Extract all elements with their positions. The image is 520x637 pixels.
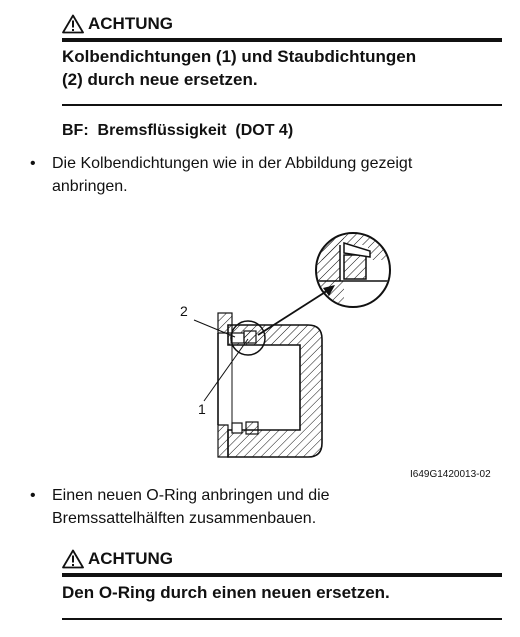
warning-text-1-line2: (2) durch neue ersetzen. bbox=[62, 70, 258, 89]
step2-line2: Bremssattelhälften zusammenbauen. bbox=[52, 510, 317, 527]
detail-magnified-circle bbox=[316, 233, 396, 313]
warning-text-2: Den O-Ring durch einen neuen ersetzen. bbox=[62, 583, 390, 602]
warning-header-1 bbox=[62, 14, 173, 34]
step2-line1: Einen neuen O-Ring anbringen und die bbox=[52, 487, 330, 504]
caliper-seal-figure bbox=[170, 225, 420, 465]
warning-rule-bottom-2 bbox=[62, 618, 502, 620]
warning-triangle-icon bbox=[62, 549, 84, 569]
warning-title-1: ACHTUNG bbox=[88, 14, 173, 33]
brake-fluid-note: BF: Bremsflüssigkeit (DOT 4) bbox=[62, 122, 294, 139]
warning-rule-bottom-1 bbox=[62, 104, 502, 106]
step1-line2: anbringen. bbox=[52, 178, 128, 195]
step1-line1: Die Kolbendichtungen wie in der Abbildung gezeigt bbox=[52, 155, 413, 172]
warning-rule-top-2 bbox=[62, 573, 502, 577]
bullet-2: • bbox=[30, 487, 36, 504]
warning-triangle-icon bbox=[62, 14, 84, 34]
warning-header-2 bbox=[62, 549, 173, 569]
warning-rule-top-1 bbox=[62, 38, 502, 42]
warning-title-2: ACHTUNG bbox=[88, 549, 173, 568]
figure-code: I649G1420013-02 bbox=[410, 469, 491, 480]
warning-text-1-line1: Kolbendichtungen (1) und Staubdichtungen bbox=[62, 47, 417, 66]
caliper-cross-section bbox=[218, 313, 322, 457]
bullet-1: • bbox=[30, 155, 36, 172]
callout-label-2: 2 bbox=[180, 303, 188, 319]
callout-label-1: 1 bbox=[198, 401, 206, 417]
